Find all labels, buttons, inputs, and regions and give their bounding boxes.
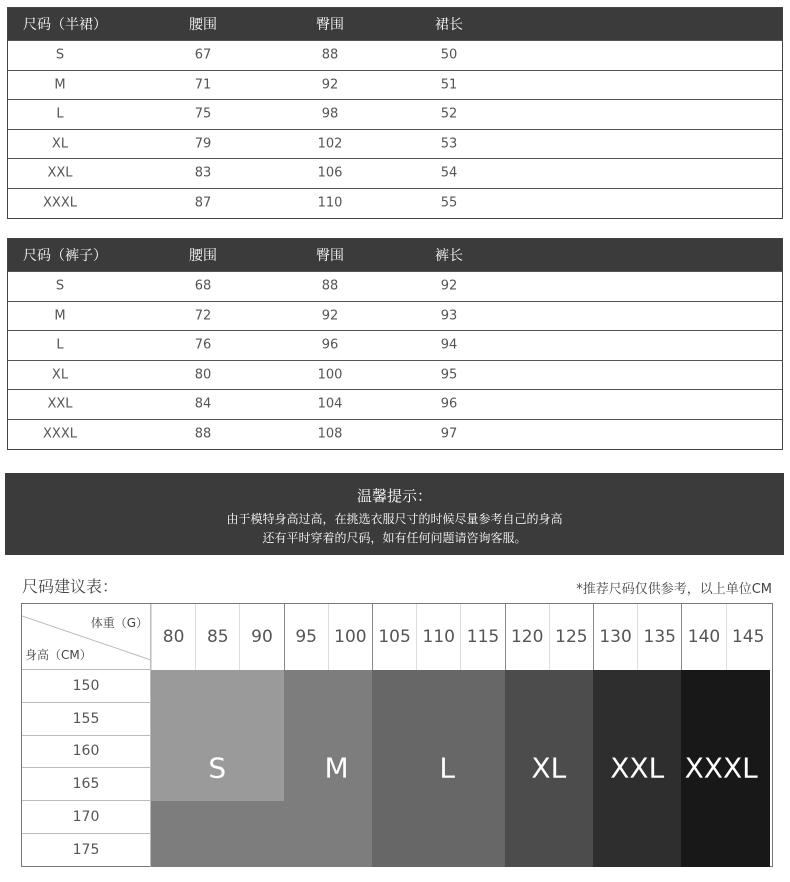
size-zone: [372, 670, 505, 867]
size-zone: [151, 801, 372, 867]
waist-cell: 72: [194, 308, 212, 324]
size-cell: XXL: [47, 165, 73, 181]
height-cell: 175: [22, 834, 151, 867]
pants-size-table: [7, 238, 783, 450]
skirt-header-hip: 臀围: [316, 17, 344, 33]
size-cell: L: [56, 106, 64, 122]
waist-cell: 75: [194, 106, 212, 122]
table-row: [8, 360, 782, 390]
height-cell: 150: [22, 670, 151, 703]
weight-cell: 145: [726, 604, 770, 670]
hip-cell: 88: [321, 47, 339, 63]
size-cell: S: [55, 47, 65, 63]
hip-cell: 106: [317, 165, 343, 181]
weight-cell: 115: [460, 604, 504, 670]
size-cell: XXXL: [43, 426, 77, 442]
hip-cell: 92: [321, 308, 339, 324]
length-cell: 54: [440, 165, 458, 181]
pants-header-length: 裤长: [435, 248, 463, 264]
skirt-size-table: [7, 7, 783, 219]
weight-cell: 95: [284, 604, 328, 670]
size-zone-label: L: [439, 751, 455, 785]
size-zone-label: XL: [531, 751, 567, 785]
tips-title: 温馨提示：: [356, 487, 432, 505]
length-cell: 97: [440, 426, 458, 442]
length-cell: 50: [440, 47, 458, 63]
pants-header-hip: 臀围: [316, 248, 344, 264]
weight-cell: 85: [195, 604, 239, 670]
length-cell: 92: [440, 278, 458, 294]
size-cell: L: [56, 337, 64, 353]
size-guide-title: 尺码建议表：: [22, 577, 119, 596]
pants-header-size: 尺码（裤子）: [23, 248, 107, 264]
size-zone-label: M: [324, 751, 349, 785]
waist-cell: 79: [194, 136, 212, 152]
skirt-header-length: 裙长: [435, 17, 463, 33]
corner-cell: [22, 604, 151, 670]
height-cell: 155: [22, 703, 151, 736]
pants-header-waist: 腰围: [189, 248, 217, 264]
waist-cell: 76: [194, 337, 212, 353]
height-cell: 160: [22, 736, 151, 769]
hip-cell: 92: [321, 77, 339, 93]
size-guide-note: *推荐尺码仅供参考，以上单位CM: [576, 582, 772, 597]
weight-cell: 110: [416, 604, 460, 670]
length-cell: 51: [440, 77, 458, 93]
pants-table-header: [8, 239, 782, 271]
table-row: [8, 419, 782, 449]
weight-cell: 135: [637, 604, 681, 670]
weight-cell: 140: [681, 604, 725, 670]
size-guide-grid: [21, 603, 773, 867]
table-row: [8, 158, 782, 188]
hip-cell: 104: [317, 396, 343, 412]
size-cell: XXXL: [43, 195, 77, 211]
length-cell: 53: [440, 136, 458, 152]
height-axis-label: 身高（CM）: [25, 648, 92, 662]
size-cell: XL: [51, 367, 69, 383]
size-zone-label: XXXL: [684, 751, 758, 785]
length-cell: 94: [440, 337, 458, 353]
waist-cell: 71: [194, 77, 212, 93]
height-cell: 170: [22, 801, 151, 834]
length-cell: 96: [440, 396, 458, 412]
tips-line-2: 还有平时穿着的尺码，如有任何问题请咨询客服。: [262, 531, 527, 545]
hip-cell: 88: [321, 278, 339, 294]
table-row: [8, 70, 782, 100]
weight-cell: 90: [239, 604, 283, 670]
size-zone-label: S: [208, 751, 227, 785]
table-row: [8, 40, 782, 70]
length-cell: 55: [440, 195, 458, 211]
waist-cell: 80: [194, 367, 212, 383]
weight-cell: 105: [372, 604, 416, 670]
table-row: [8, 389, 782, 419]
waist-cell: 88: [194, 426, 212, 442]
skirt-header-size: 尺码（半裙）: [23, 17, 107, 33]
waist-cell: 87: [194, 195, 212, 211]
table-row: [8, 188, 782, 218]
weight-cell: 130: [593, 604, 637, 670]
waist-cell: 68: [194, 278, 212, 294]
weight-cell: 120: [505, 604, 549, 670]
size-cell: XXL: [47, 396, 73, 412]
length-cell: 52: [440, 106, 458, 122]
size-cell: XL: [51, 136, 69, 152]
table-row: [8, 99, 782, 129]
hip-cell: 100: [317, 367, 343, 383]
hip-cell: 102: [317, 136, 343, 152]
size-zone-label: XXL: [610, 751, 665, 785]
table-row: [8, 271, 782, 301]
hip-cell: 98: [321, 106, 339, 122]
waist-cell: 84: [194, 396, 212, 412]
length-cell: 95: [440, 367, 458, 383]
size-cell: M: [54, 77, 66, 93]
weight-cell: 80: [151, 604, 195, 670]
weight-cell: 100: [328, 604, 372, 670]
size-cell: S: [55, 278, 65, 294]
skirt-header-waist: 腰围: [189, 17, 217, 33]
length-cell: 93: [440, 308, 458, 324]
skirt-table-header: [8, 8, 782, 40]
tips-line-1: 由于模特身高过高，在挑选衣服尺寸的时候尽量参考自己的身高: [226, 512, 563, 526]
table-row: [8, 129, 782, 159]
hip-cell: 110: [317, 195, 343, 211]
tips-banner: [5, 473, 784, 555]
weight-axis-label: 体重（G）: [90, 616, 148, 630]
waist-cell: 67: [194, 47, 212, 63]
height-cell: 165: [22, 768, 151, 801]
hip-cell: 96: [321, 337, 339, 353]
table-row: [8, 301, 782, 331]
hip-cell: 108: [317, 426, 343, 442]
waist-cell: 83: [194, 165, 212, 181]
weight-cell: 125: [549, 604, 593, 670]
size-cell: M: [54, 308, 66, 324]
table-row: [8, 330, 782, 360]
